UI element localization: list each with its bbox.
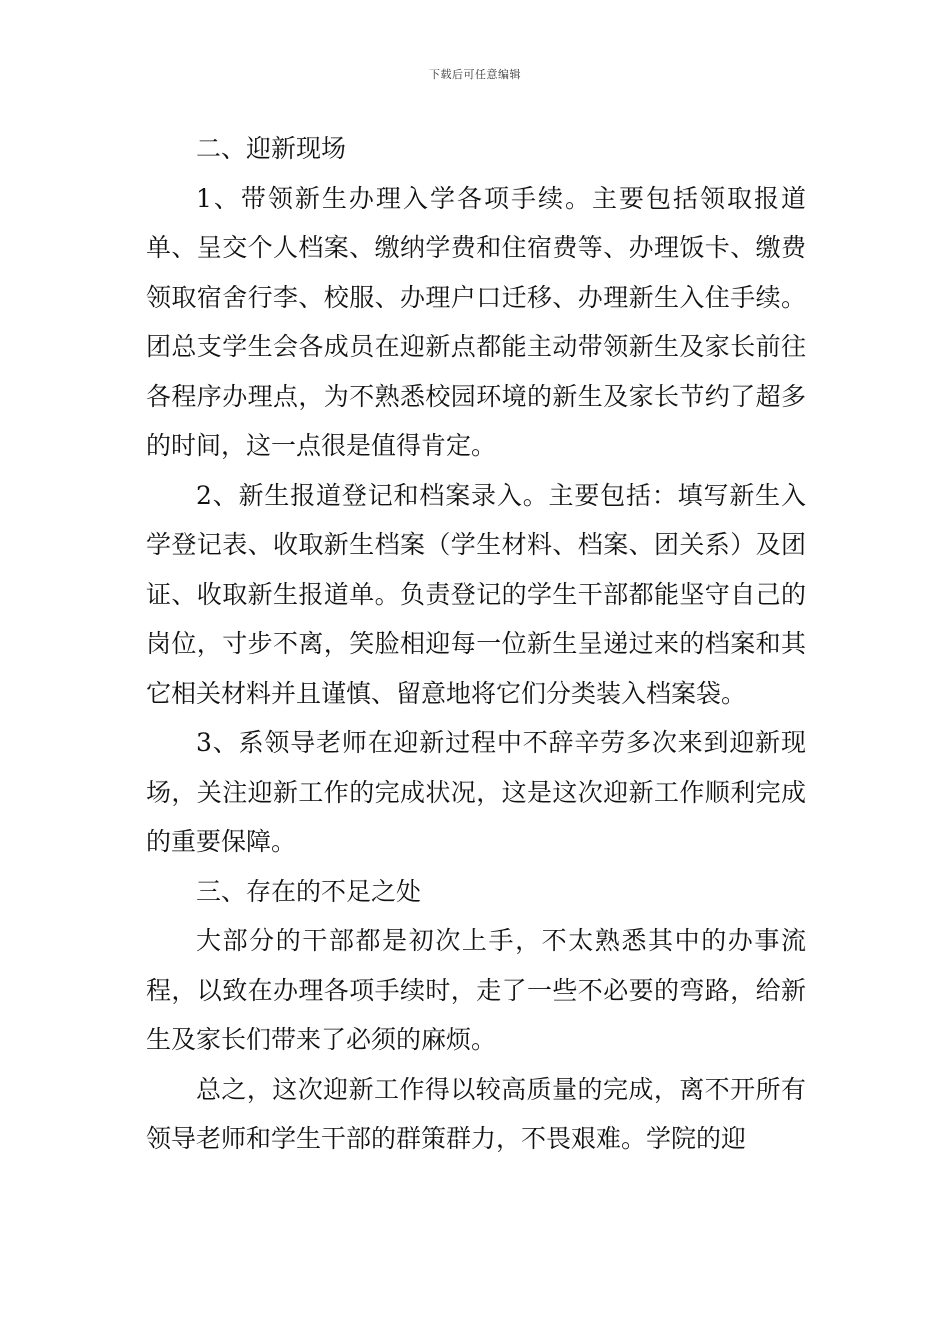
document-body <box>146 124 806 1164</box>
header-note: 下载后可任意编辑 <box>429 68 521 81</box>
paragraph-1: 1、带领新生办理入学各项手续。主要包括领取报道单、呈交个人档案、缴纳学费和住宿费等、办理饭卡、缴费领取宿舍行李、校服、办理户口迁移、办理新生入住手续。团总支学生会各成员在迎新点都能主动带领新生及家长前往各程序办理点，为不熟悉校园环境的新生及家长节约了超多的时间，这一点很是值得肯定。 <box>146 183 806 460</box>
section-heading-3: 三、存在的不足之处 <box>196 876 422 906</box>
paragraph-2: 2、新生报道登记和档案录入。主要包括：填写新生入学登记表、收取新生档案（学生材料、档案、团关系）及团证、收取新生报道单。负责登记的学生干部都能坚守自己的岗位，寸步不离，笑脸相迎每一位新生呈递过来的档案和其它相关材料并且谨慎、留意地将它们分类装入档案袋。 <box>146 480 806 708</box>
paragraph-4: 大部分的干部都是初次上手，不太熟悉其中的办事流程，以致在办理各项手续时，走了一些不必要的弯路，给新生及家长们带来了必须的麻烦。 <box>146 926 806 1054</box>
paragraph-5: 总之，这次迎新工作得以较高质量的完成，离不开所有领导老师和学生干部的群策群力，不畏艰难。学院的迎 <box>146 1074 806 1153</box>
section-heading-2: 二、迎新现场 <box>196 134 347 163</box>
paragraph-3: 3、系领导老师在迎新过程中不辞辛劳多次来到迎新现场，关注迎新工作的完成状况，这是这次迎新工作顺利完成的重要保障。 <box>146 728 806 856</box>
